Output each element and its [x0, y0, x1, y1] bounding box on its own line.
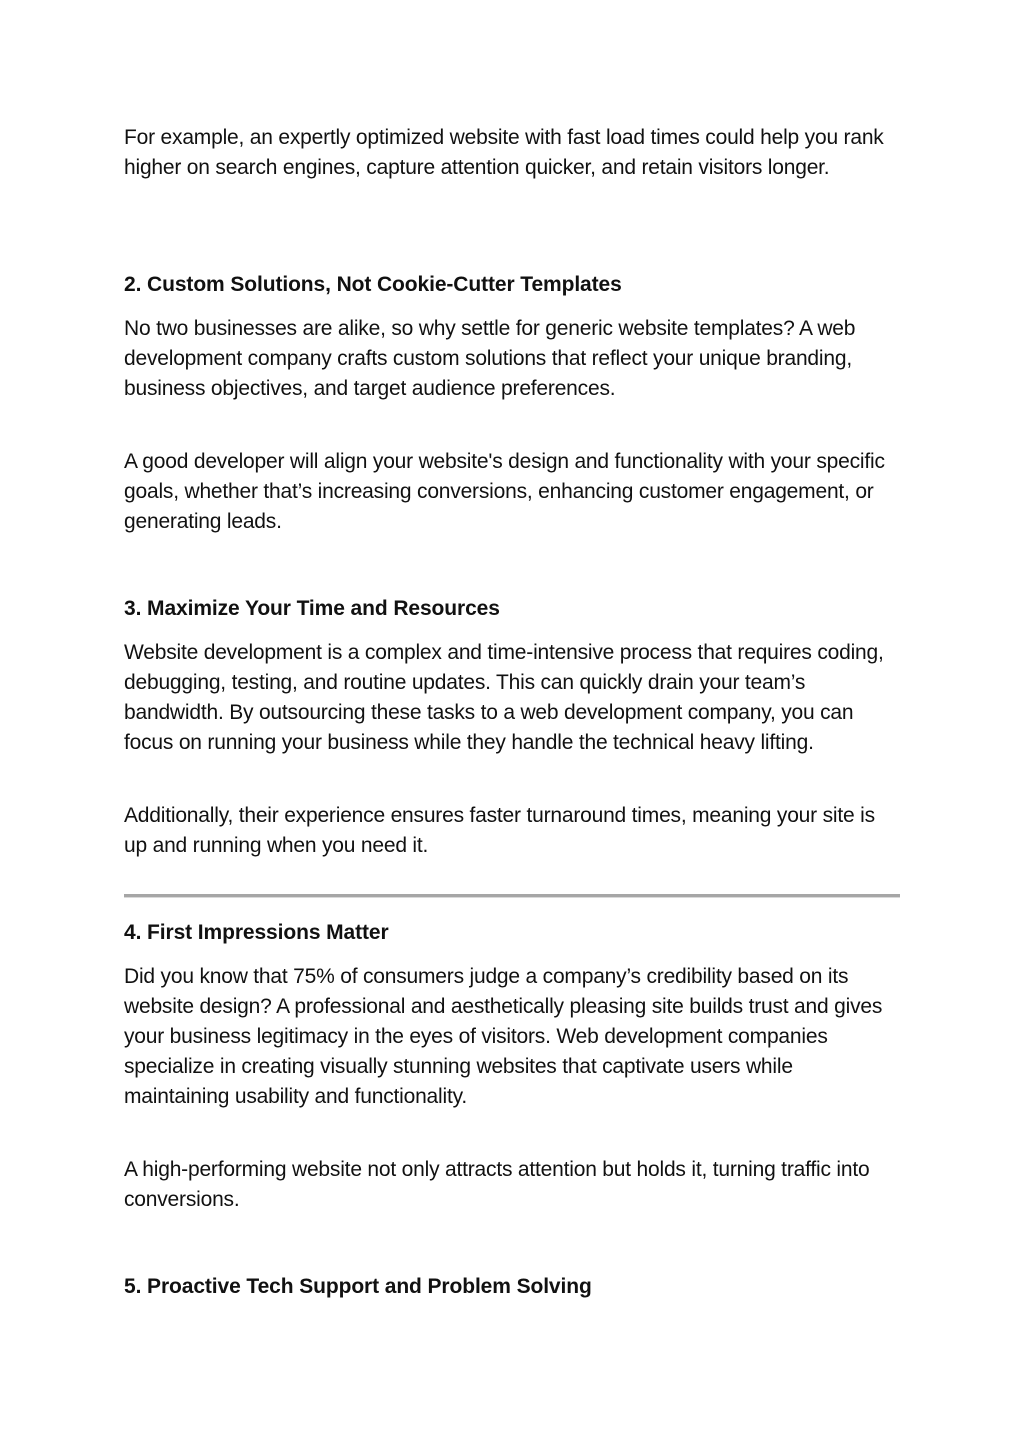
section-paragraph: Website development is a complex and time-intensive process that requires coding, debugging, testing, and routine updates. This can quickly drain your team’s bandwidth. By outsourcing these tasks to a web development company, you can focus on running your business while they handle the technical heavy lifting.: [124, 641, 884, 754]
section-proactive-support: [124, 1272, 900, 1302]
intro-block: [124, 123, 900, 183]
section-heading: 2. Custom Solutions, Not Cookie-Cutter Templates: [124, 273, 622, 296]
section-maximize-time-body-2: [124, 801, 900, 861]
section-paragraph: Additionally, their experience ensures faster turnaround times, meaning your site is up and running when you need it.: [124, 804, 875, 857]
section-maximize-time: [124, 594, 900, 624]
section-custom-solutions-body-2: [124, 447, 900, 537]
section-heading: 3. Maximize Your Time and Resources: [124, 597, 500, 620]
section-heading: 5. Proactive Tech Support and Problem Solving: [124, 1275, 592, 1298]
section-heading: 4. First Impressions Matter: [124, 921, 389, 944]
section-paragraph: A high-performing website not only attracts attention but holds it, turning traffic into conversions.: [124, 1158, 870, 1211]
section-custom-solutions: [124, 270, 900, 300]
section-paragraph: No two businesses are alike, so why settle for generic website templates? A web development company crafts custom solutions that reflect your unique branding, business objectives, and target audience preferences.: [124, 317, 856, 400]
section-paragraph: A good developer will align your website's design and functionality with your specific goals, whether that’s increasing conversions, enhancing customer engagement, or generating leads.: [124, 450, 885, 533]
horizontal-divider: [124, 894, 900, 898]
section-custom-solutions-body-1: [124, 314, 900, 404]
section-first-impressions-body-1: [124, 962, 900, 1112]
section-paragraph: Did you know that 75% of consumers judge a company’s credibility based on its website design? A professional and aesthetically pleasing site builds trust and gives your business legitimacy in the eyes of visitors. Web development companies specialize in creating visually stunning websites that captivate users while maintaining usability and functionality.: [124, 965, 883, 1108]
section-first-impressions-body-2: [124, 1155, 900, 1215]
section-maximize-time-body-1: [124, 638, 900, 758]
section-first-impressions: [124, 918, 900, 948]
intro-paragraph: For example, an expertly optimized website with fast load times could help you rank higher on search engines, capture attention quicker, and retain visitors longer.: [124, 126, 884, 179]
